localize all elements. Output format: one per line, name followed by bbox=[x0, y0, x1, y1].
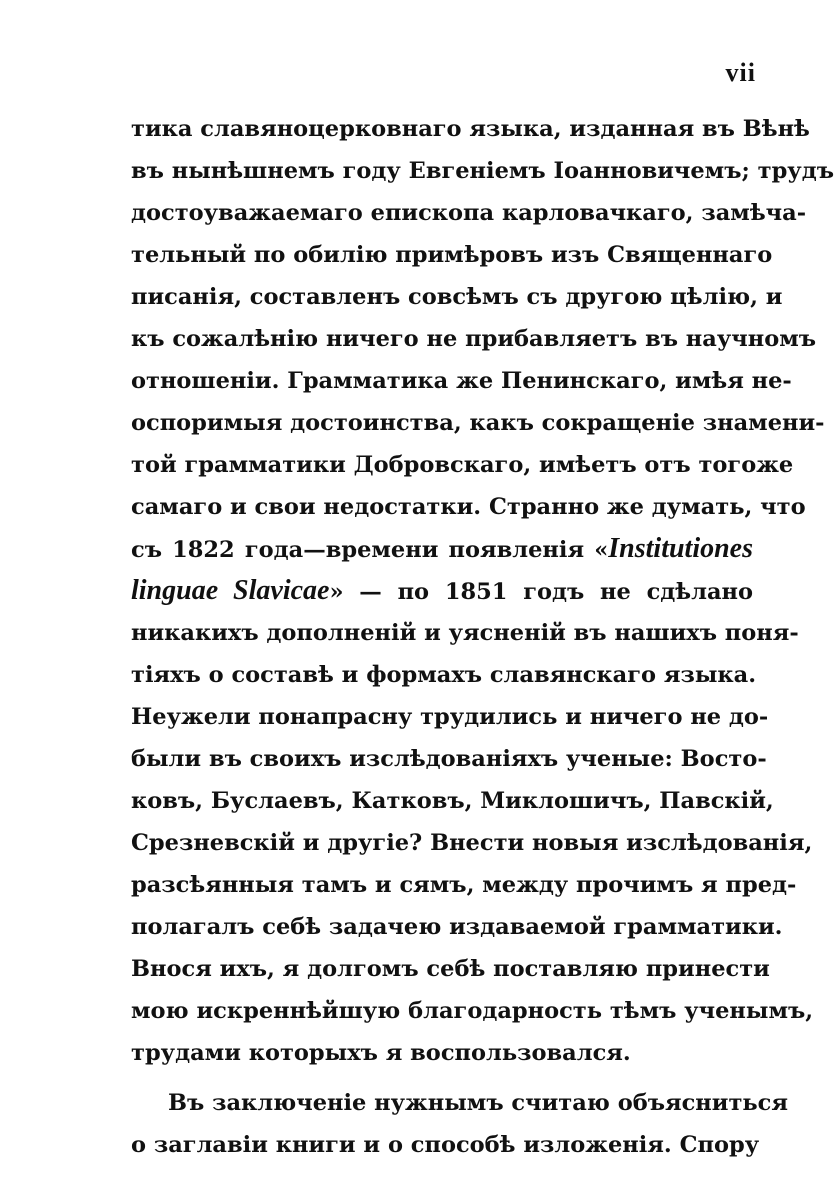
text-line: тельный по обилiю примѣровъ изъ Священнаго bbox=[131, 242, 773, 268]
text-line: Срезневскiй и другiе? Внести новыя изслѣдованiя, bbox=[131, 830, 813, 856]
text-line: Вноcя ихъ, я долгомъ себѣ поставляю принести bbox=[131, 956, 770, 982]
text-line: оспоримыя достоинства, какъ сокращенiе знамени- bbox=[131, 410, 825, 436]
text-line: самаго и свои недостатки. Странно же думать, что bbox=[131, 494, 806, 520]
text-span: » — по 1851 годъ не сдѣлано bbox=[329, 579, 753, 605]
text-line: трудами которыхъ я воспользовался. bbox=[131, 1040, 631, 1066]
text-line: той грамматики Добровскаго, имѣетъ отъ тогоже bbox=[131, 452, 794, 478]
text-line: Неужели понапрасну трудились и ничего не до- bbox=[131, 704, 769, 730]
text-line: ковъ, Буслаевъ, Катковъ, Миклошичъ, Павскiй, bbox=[131, 788, 774, 814]
text-line: мою искреннѣйшую благодарность тѣмъ ученымъ, bbox=[131, 998, 814, 1024]
latin-title-italic: Institutiones bbox=[608, 533, 753, 564]
text-line: полагалъ себѣ задачею издаваемой грамматики. bbox=[131, 914, 783, 940]
text-line: разсѣянныя тамъ и сямъ, между прочимъ я пред- bbox=[131, 872, 797, 898]
text-line: въ нынѣшнемъ году Евгенiемъ Iоанновичемъ; трудъ bbox=[131, 158, 834, 184]
text-line-mixed bbox=[131, 570, 753, 612]
latin-title-italic: linguae Slavicae bbox=[131, 575, 330, 606]
text-span: съ 1822 года—времени появленiя « bbox=[131, 537, 609, 563]
text-line-mixed bbox=[131, 528, 753, 570]
text-line: достоуважаемаго епископа карловачкаго, замѣча- bbox=[131, 200, 807, 226]
text-line: отношенiи. Грамматика же Пенинскаго, имѣя не- bbox=[131, 368, 792, 394]
text-line: тика славяноцерковнаго языка, изданная въ Вѣнѣ bbox=[131, 116, 810, 142]
paragraph-first-line: Въ заключенiе нужнымъ считаю объясниться bbox=[168, 1090, 789, 1116]
page-number: vii bbox=[725, 58, 756, 87]
text-line: къ сожалѣнiю ничего не прибавляетъ въ научномъ bbox=[131, 326, 817, 352]
text-line: были въ своихъ изслѣдованiяхъ ученые: Восто- bbox=[131, 746, 767, 772]
text-line: тiяхъ о составѣ и формахъ славянскаго языка. bbox=[131, 662, 757, 688]
text-line: никакихъ дополненiй и уясненiй въ нашихъ поня- bbox=[131, 620, 799, 646]
text-line: о заглавiи книги и о способѣ изложенiя. Спору bbox=[131, 1132, 760, 1158]
text-line: писанiя, составленъ совсѣмъ съ другою цѣлiю, и bbox=[131, 284, 783, 310]
